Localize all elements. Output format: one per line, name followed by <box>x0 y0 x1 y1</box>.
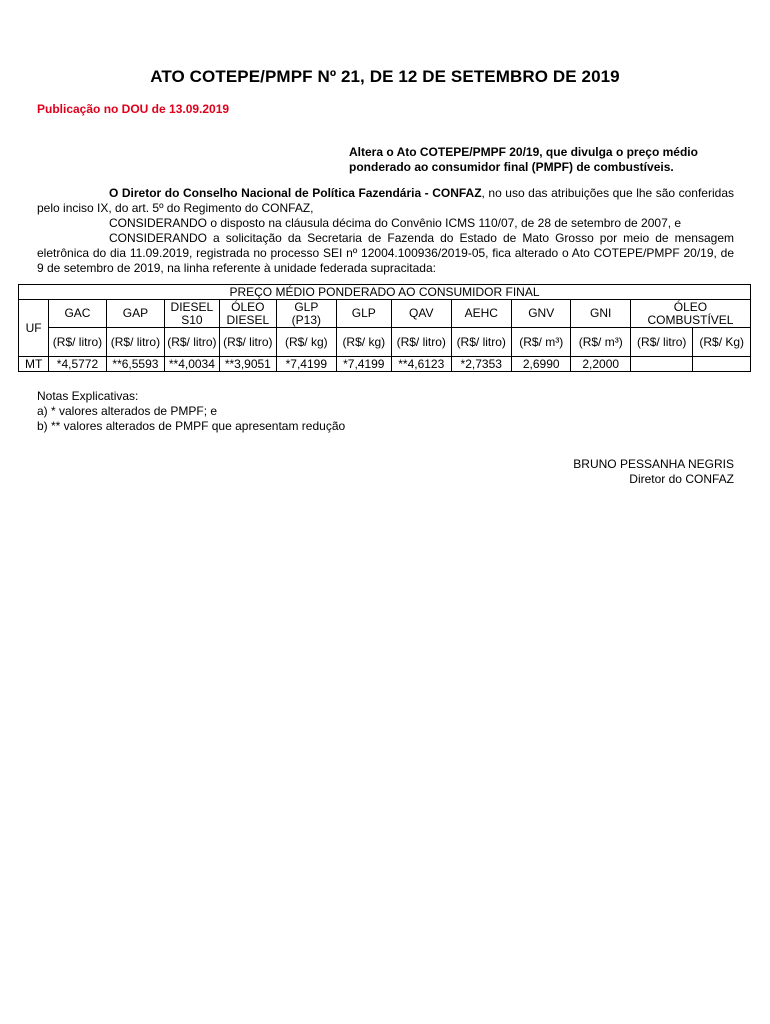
note-a: a) * valores alterados de PMPF; e <box>37 404 218 418</box>
product-name: DIESEL S10 <box>165 300 219 328</box>
signer-name: BRUNO PESSANHA NEGRIS <box>573 457 734 471</box>
considerando-1 <box>37 216 734 231</box>
ementa: Altera o Ato COTEPE/PMPF 20/19, que divulga o preço médio ponderado ao consumidor final (PMPF) de combustíveis. <box>349 145 698 174</box>
product-name: ÓLEO COMBUSTÍVEL <box>630 300 750 328</box>
considerando-2-text: CONSIDERANDO a solicitação da Secretaria de Fazenda do Estado de Mato Grosso por meio de mensagem eletrônica do dia 11.09.2019, registrada no processo SEI nº 12004.100936/2019-05, fica alterado o Ato COTEPE/PMPF 20/19, de 9 de setembro de 2019, na linha referente à unidade federada supracitada: <box>37 231 734 275</box>
product-unit: (R$/ litro) <box>165 328 219 357</box>
value-cell: *7,4199 <box>277 357 336 372</box>
table-unit-row <box>19 328 751 357</box>
table-caption: PREÇO MÉDIO PONDERADO AO CONSUMIDOR FINAL <box>19 285 751 300</box>
product-unit: (R$/ m³) <box>571 328 630 357</box>
product-unit: (R$/ kg) <box>277 328 336 357</box>
value-cell: 2,6990 <box>511 357 570 372</box>
value-cell <box>693 357 751 372</box>
director-bold: O Diretor do Conselho Nacional de Política Fazendária - CONFAZ <box>109 186 482 200</box>
product-unit: (R$/ litro) <box>49 328 106 357</box>
note-b: b) ** valores alterados de PMPF que apresentam redução <box>37 419 346 433</box>
product-name: GNV <box>511 300 570 328</box>
product-name: GLP (P13) <box>277 300 336 328</box>
uf-cell: MT <box>19 357 49 372</box>
value-cell: **3,9051 <box>219 357 276 372</box>
product-name: GLP <box>336 300 391 328</box>
table-caption-row <box>19 285 751 300</box>
table-row <box>19 357 751 372</box>
product-name: QAV <box>392 300 451 328</box>
notes-heading: Notas Explicativas: <box>37 389 139 403</box>
value-cell: *2,7353 <box>451 357 511 372</box>
value-cell: 2,2000 <box>571 357 630 372</box>
product-unit: (R$/ litro) <box>451 328 511 357</box>
value-cell: *7,4199 <box>336 357 391 372</box>
product-name: AEHC <box>451 300 511 328</box>
product-unit: (R$/ m³) <box>511 328 570 357</box>
product-unit: (R$/ litro) <box>630 328 693 357</box>
pmpf-table <box>18 284 751 372</box>
product-unit: (R$/ litro) <box>219 328 276 357</box>
considerando-2 <box>37 231 734 276</box>
product-name: ÓLEO DIESEL <box>219 300 276 328</box>
product-name: GAP <box>106 300 164 328</box>
value-cell: **6,5593 <box>106 357 164 372</box>
considerando-1-text: CONSIDERANDO o disposto na cláusula décima do Convênio ICMS 110/07, de 28 de setembro de 2007, e <box>109 216 682 230</box>
product-unit: (R$/ litro) <box>392 328 451 357</box>
product-unit: (R$/ kg) <box>336 328 391 357</box>
explanatory-notes <box>37 389 345 434</box>
uf-header: UF <box>19 300 49 357</box>
table-header-row <box>19 300 751 328</box>
value-cell: *4,5772 <box>49 357 106 372</box>
product-name: GNI <box>571 300 630 328</box>
product-unit: (R$/ litro) <box>106 328 164 357</box>
page-title: ATO COTEPE/PMPF Nº 21, DE 12 DE SETEMBRO DE 2019 <box>150 67 620 86</box>
director-rest: , no uso das atribuições que lhe são conferidas pelo inciso IX, do art. 5º do Regimento do CONFAZ, <box>37 186 734 215</box>
publication-note: Publicação no DOU de 13.09.2019 <box>37 102 230 116</box>
value-cell <box>630 357 693 372</box>
product-name: GAC <box>49 300 106 328</box>
value-cell: **4,0034 <box>165 357 219 372</box>
signer-role: Diretor do CONFAZ <box>629 472 734 486</box>
signature-block <box>573 457 734 487</box>
value-cell: **4,6123 <box>392 357 451 372</box>
director-paragraph <box>37 186 734 216</box>
product-unit: (R$/ Kg) <box>693 328 751 357</box>
